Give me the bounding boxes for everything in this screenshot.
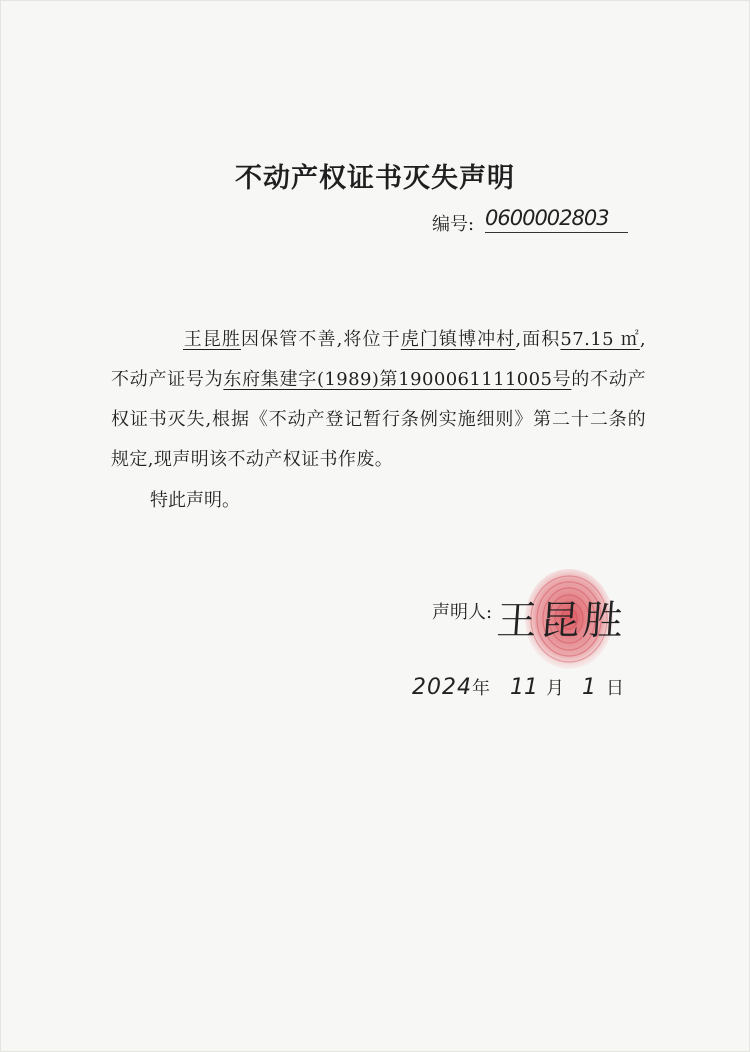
- declaration-date: [412, 674, 624, 700]
- property-area: 57.15 ㎡: [560, 329, 640, 350]
- body-text-1: 因保管不善,将位于: [241, 329, 401, 350]
- certificate-number: 东府集建字(1989)第1900061111005号: [223, 369, 572, 390]
- body-text-2: ,面积: [515, 329, 561, 350]
- date-day-unit: 日: [606, 678, 624, 699]
- date-year: 2024: [412, 675, 472, 700]
- signer-label: 声明人:: [432, 602, 493, 623]
- body-text-3: ,不动产证号为: [111, 329, 646, 390]
- closing-statement: 特此声明。: [150, 490, 240, 511]
- signer-signature: 王昆胜: [495, 598, 628, 644]
- date-year-unit: 年: [472, 678, 490, 699]
- date-month: 11: [510, 675, 538, 700]
- declaration-body: [111, 320, 646, 480]
- document-title: 不动产权证书灭失声明: [235, 163, 515, 194]
- date-day: 1: [582, 675, 596, 700]
- property-location: 虎门镇博冲村: [400, 329, 516, 350]
- document-number-value: 0600002803: [485, 206, 628, 233]
- date-month-unit: 月: [546, 678, 564, 699]
- owner-name: 王昆胜: [183, 329, 242, 350]
- document-number-label: 编号:: [432, 214, 475, 235]
- body-text-4: 的不动产权证书灭失,根据《不动产登记暂行条例实施细则》第二十二条的规定,现声明该不动产权证书作废。: [111, 369, 646, 470]
